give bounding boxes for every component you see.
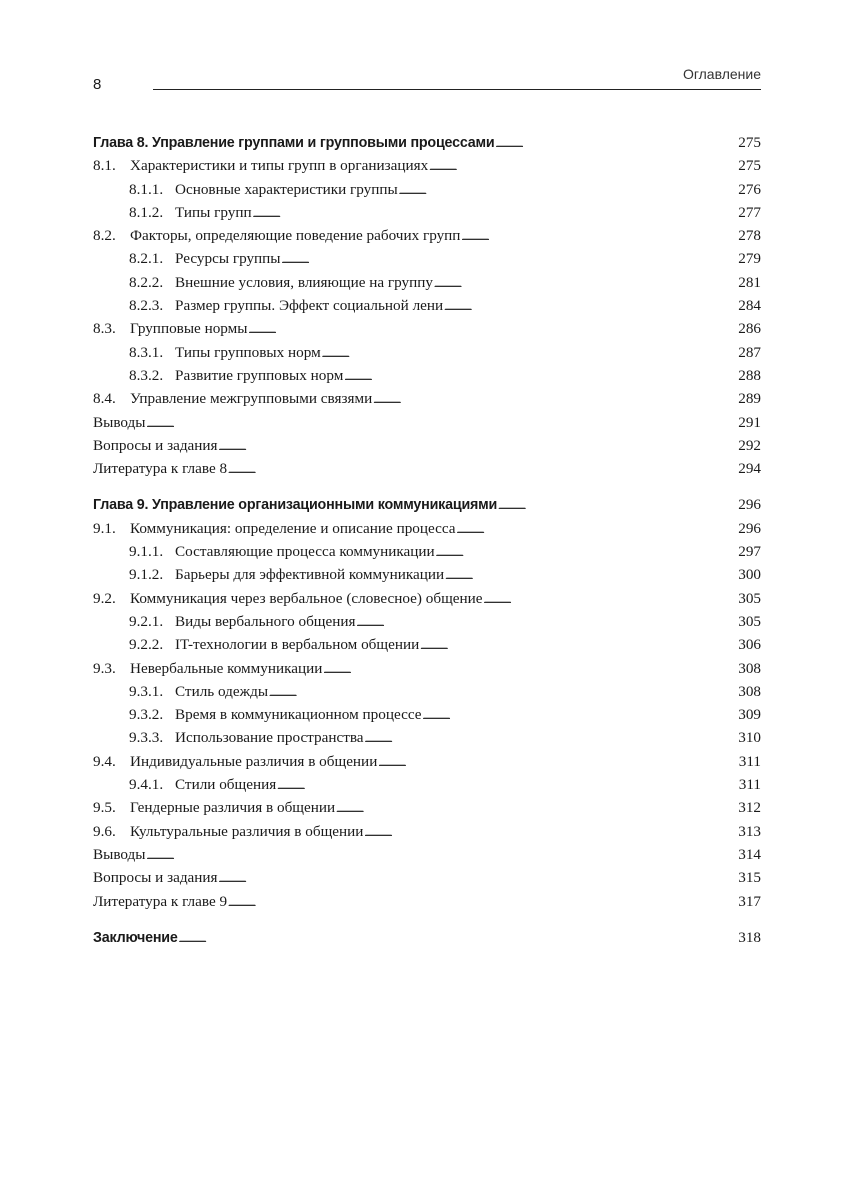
dot-leader [228,457,737,482]
toc-entry-number: 8.3.1. [129,343,164,361]
toc-entry-title: Использование пространства [175,729,364,747]
dot-leader [364,820,737,845]
toc-entry-number: 9.4.1. [129,776,164,794]
toc-entry-title: Время в коммуникационном процессе [175,706,422,724]
header-rule [153,89,761,90]
toc-entry-title: Выводы [93,413,146,431]
dot-leader [461,224,737,249]
dot-leader [365,726,738,751]
toc-entry-page: 289 [738,390,761,408]
toc-entry-title: Гендерные различия в общении [130,799,336,817]
toc-entry-page: 318 [738,928,761,946]
toc-entry-page: 308 [738,682,761,700]
toc-entry-title: Барьеры для эффективной коммуникации [175,566,445,584]
toc-entry-page: 311 [738,752,761,770]
toc-entry-number: 8.1.1. [129,180,164,198]
toc-entry-title: Стили общения [175,776,277,794]
dot-leader [344,364,737,389]
toc-entry-number: 9.3. [93,659,116,677]
toc-entry[interactable] [93,387,761,410]
toc-entry-title: Коммуникация через вербальное (словесное) общение [130,589,483,607]
toc-entry-title: Коммуникация: определение и описание процесса [130,519,456,537]
toc-entry[interactable] [93,680,761,703]
dot-leader [444,294,737,319]
dot-leader [277,773,738,798]
dot-leader [436,540,738,565]
toc-entry-number: 8.2.1. [129,250,164,268]
toc-chapter [93,926,761,949]
toc-entry-number: 8.1. [93,157,116,175]
toc-chapter [93,131,761,480]
toc-entry-page: 308 [738,659,761,677]
toc-entry[interactable] [93,726,761,749]
page-number: 8 [93,76,102,93]
toc-entry-number: 9.3.3. [129,729,164,747]
toc-entry-title: Ресурсы группы [175,250,281,268]
toc-entry[interactable] [93,294,761,317]
toc-entry-title: Стиль одежды [175,682,269,700]
dot-leader [429,154,737,179]
dot-leader [219,866,738,891]
dot-leader [219,434,738,459]
toc-entry-title: Вопросы и задания [93,436,218,454]
toc-entry-title: Внешние условия, влияющие на группу [175,273,433,291]
toc-entry[interactable] [93,750,761,773]
toc-entry-page: 314 [738,845,761,863]
toc-entry-title: Вопросы и задания [93,869,218,887]
toc-entry-title: Выводы [93,845,146,863]
toc-entry-number: 9.2.2. [129,636,164,654]
toc-entry-number: 9.5. [93,799,116,817]
dot-leader [322,341,738,366]
dot-leader [323,657,737,682]
toc-entry[interactable] [93,434,761,457]
toc-entry[interactable] [93,271,761,294]
toc-entry[interactable] [93,773,761,796]
toc-entry[interactable] [93,843,761,866]
toc-entry-title: Литература к главе 8 [93,460,228,478]
dot-leader [498,494,737,518]
toc-entry[interactable] [93,796,761,819]
toc-entry[interactable] [93,364,761,387]
toc-chapter [93,493,761,912]
toc-entry-page: 296 [738,496,761,514]
dot-leader [423,703,738,728]
toc-entry-number: 8.3. [93,320,116,338]
dot-leader [484,587,738,612]
toc-entry[interactable] [93,411,761,434]
toc-chapter-heading[interactable] [93,493,761,516]
dot-leader [420,633,737,658]
toc-entry-page: 279 [738,250,761,268]
dot-leader [445,563,737,588]
toc-entry[interactable] [93,820,761,843]
toc-entry-page: 291 [738,413,761,431]
toc-entry-title: Невербальные коммуникации [130,659,323,677]
toc-entry-page: 310 [738,729,761,747]
toc-entry[interactable] [93,657,761,680]
toc-entry[interactable] [93,540,761,563]
dot-leader [253,201,738,226]
dot-leader [457,517,738,542]
toc-entry[interactable] [93,563,761,586]
toc-entry-number: 8.2.3. [129,297,164,315]
dot-leader [147,411,738,436]
toc-entry-title: Составляющие процесса коммуникации [175,543,435,561]
dot-leader [373,387,737,412]
dot-leader [282,247,738,272]
toc-entry[interactable] [93,703,761,726]
toc-entry-page: 315 [738,869,761,887]
toc-entry[interactable] [93,457,761,480]
toc-entry-title: Типы групп [175,203,252,221]
toc-entry[interactable] [93,224,761,247]
toc-entry-number: 8.3.2. [129,366,164,384]
toc-entry-page: 275 [738,134,761,151]
toc-entry-title: Размер группы. Эффект социальной лени [175,297,444,315]
toc-entry-title: IT-технологии в вербальном общении [175,636,420,654]
toc-entry-title: Развитие групповых норм [175,366,344,384]
toc-entry-title: Факторы, определяющие поведение рабочих групп [130,227,461,245]
toc-entry-page: 311 [738,776,761,794]
toc-entry-page: 276 [738,180,761,198]
toc-entry-title: Групповые нормы [130,320,248,338]
toc-entry-number: 8.2. [93,227,116,245]
toc-entry[interactable] [93,178,761,201]
table-of-contents [93,131,761,962]
toc-entry-page: 300 [738,566,761,584]
toc-entry-page: 287 [738,343,761,361]
toc-entry-page: 278 [738,227,761,245]
toc-entry-title: Характеристики и типы групп в организациях [130,157,429,175]
toc-entry-page: 277 [738,203,761,221]
toc-entry-number: 8.2.2. [129,273,164,291]
toc-entry-page: 305 [738,612,761,630]
toc-entry-number: 9.2.1. [129,612,164,630]
toc-entry-number: 9.4. [93,752,116,770]
toc-entry-title: Индивидуальные различия в общении [130,752,378,770]
toc-entry-page: 312 [738,799,761,817]
toc-entry-title: Культуральные различия в общении [130,822,364,840]
toc-entry-number: 9.6. [93,822,116,840]
toc-entry-page: 306 [738,636,761,654]
toc-entry-title: Основные характеристики группы [175,180,398,198]
toc-entry-page: 317 [738,892,761,910]
dot-leader [228,890,737,915]
toc-entry-number: 9.3.1. [129,682,164,700]
toc-entry-title: Глава 8. Управление группами и групповыми процессами [93,135,495,151]
toc-entry-number: 8.4. [93,390,116,408]
toc-entry-title: Литература к главе 9 [93,892,228,910]
toc-entry-page: 286 [738,320,761,338]
toc-entry-page: 305 [738,589,761,607]
toc-entry-page: 292 [738,436,761,454]
dot-leader [269,680,737,705]
toc-entry-number: 9.1.2. [129,566,164,584]
toc-entry-title: Типы групповых норм [175,343,321,361]
dot-leader [496,132,738,156]
toc-entry-title: Глава 9. Управление организационными коммуникациями [93,497,498,514]
toc-entry-title: Виды вербального общения [175,612,356,630]
toc-entry-number: 9.1.1. [129,543,164,561]
toc-entry-number: 9.3.2. [129,706,164,724]
toc-entry[interactable] [93,890,761,913]
toc-entry-page: 275 [738,157,761,175]
toc-entry-page: 288 [738,366,761,384]
running-head: Оглавление [682,66,761,82]
toc-entry[interactable] [93,610,761,633]
toc-entry-title: Заключение [93,929,178,946]
toc-entry[interactable] [93,201,761,224]
toc-entry-page: 284 [738,297,761,315]
toc-entry-page: 281 [738,273,761,291]
toc-entry-page: 309 [738,706,761,724]
dot-leader [336,796,737,821]
toc-entry-page: 313 [738,822,761,840]
dot-leader [248,317,737,342]
toc-entry[interactable] [93,317,761,340]
dot-leader [378,750,737,775]
toc-entry-number: 9.2. [93,589,116,607]
dot-leader [147,843,738,868]
toc-chapter-heading[interactable] [93,926,761,949]
toc-entry[interactable] [93,517,761,540]
toc-entry-page: 297 [738,543,761,561]
toc-entry[interactable] [93,633,761,656]
toc-entry-page: 294 [738,460,761,478]
toc-entry[interactable] [93,341,761,364]
dot-leader [356,610,737,635]
toc-entry[interactable] [93,247,761,270]
dot-leader [399,178,738,203]
dot-leader [179,927,738,951]
toc-entry-title: Управление межгрупповыми связями [130,390,373,408]
toc-entry-number: 9.1. [93,519,116,537]
dot-leader [434,271,737,296]
toc-entry[interactable] [93,587,761,610]
toc-chapter-heading[interactable] [93,131,761,154]
toc-entry[interactable] [93,866,761,889]
toc-entry-page: 296 [738,519,761,537]
toc-entry[interactable] [93,154,761,177]
toc-entry-number: 8.1.2. [129,203,164,221]
